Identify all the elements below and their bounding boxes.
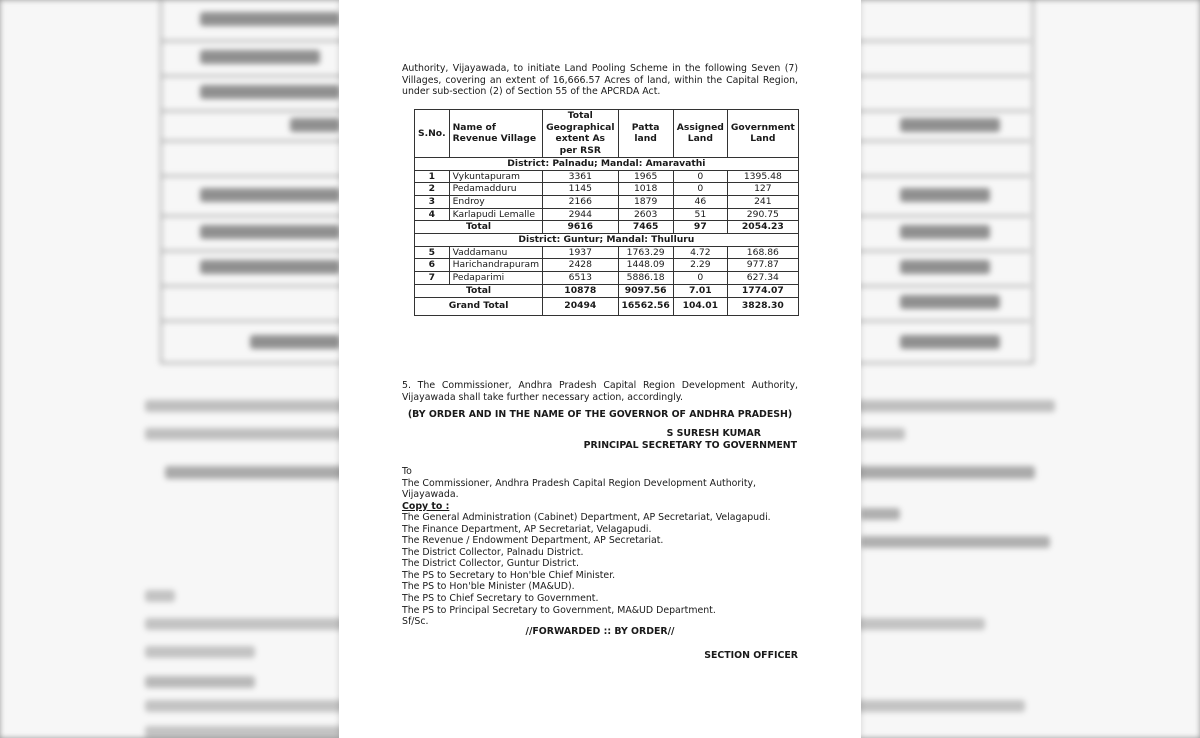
cell-total: 1937 <box>543 246 618 259</box>
cell-assigned: 51 <box>673 208 727 221</box>
table-row <box>415 208 799 221</box>
copy-to-item: Sf/Sc. <box>402 616 429 628</box>
to-line: Vijayawada. <box>402 489 459 501</box>
cell-govt: 127 <box>727 183 798 196</box>
cell-village: Karlapudi Lemalle <box>449 208 542 221</box>
cell-total: 2944 <box>543 208 618 221</box>
cell-patta: 16562.56 <box>618 297 673 315</box>
header-village: Name of Revenue Village <box>449 110 542 158</box>
copy-to-item: The Revenue / Endowment Department, AP Secretariat. <box>402 535 664 547</box>
grand-total-row <box>415 297 799 315</box>
cell-patta: 5886.18 <box>618 272 673 285</box>
district-heading: District: Palnadu; Mandal: Amaravathi <box>415 157 799 170</box>
cell-total-label: Total <box>415 221 543 234</box>
cell-govt: 1774.07 <box>727 284 798 297</box>
table-row <box>415 246 799 259</box>
cell-patta: 1879 <box>618 195 673 208</box>
cell-assigned: 4.72 <box>673 246 727 259</box>
table-row <box>415 195 799 208</box>
cell-govt: 168.86 <box>727 246 798 259</box>
cell-assigned: 0 <box>673 183 727 196</box>
to-label: To <box>402 466 412 477</box>
forwarded-line: //FORWARDED :: BY ORDER// <box>525 626 675 637</box>
cell-assigned: 0 <box>673 272 727 285</box>
cell-village: Vaddamanu <box>449 246 542 259</box>
header-sno: S.No. <box>415 110 450 158</box>
cell-sno: 4 <box>415 208 450 221</box>
cell-patta: 1018 <box>618 183 673 196</box>
cell-assigned: 104.01 <box>673 297 727 315</box>
copy-to-item: The PS to Chief Secretary to Government. <box>402 593 599 605</box>
header-assigned: Assigned Land <box>673 110 727 158</box>
cell-patta: 1448.09 <box>618 259 673 272</box>
section-officer: SECTION OFFICER <box>704 650 798 661</box>
cell-govt: 1395.48 <box>727 170 798 183</box>
cell-sno: 2 <box>415 183 450 196</box>
table-row <box>415 170 799 183</box>
to-line: The Commissioner, Andhra Pradesh Capital Region Development Authority, <box>402 477 757 489</box>
copy-to-item: The PS to Principal Secretary to Government, MA&UD Department. <box>402 604 716 616</box>
cell-patta: 9097.56 <box>618 284 673 297</box>
cell-patta: 7465 <box>618 221 673 234</box>
signatory-block <box>402 428 797 451</box>
cell-patta: 1965 <box>618 170 673 183</box>
cell-sno: 5 <box>415 246 450 259</box>
header-patta: Patta land <box>618 110 673 158</box>
cell-total: 3361 <box>543 170 618 183</box>
cell-assigned: 7.01 <box>673 284 727 297</box>
cell-assigned: 46 <box>673 195 727 208</box>
header-total-extent: Total Geographical extent As per RSR <box>543 110 618 158</box>
copy-to-item: The District Collector, Palnadu District. <box>402 546 584 558</box>
document-page <box>339 0 861 738</box>
table-row <box>415 183 799 196</box>
header-government: Government Land <box>727 110 798 158</box>
cell-sno: 1 <box>415 170 450 183</box>
cell-govt: 627.34 <box>727 272 798 285</box>
cell-total: 10878 <box>543 284 618 297</box>
land-pooling-table <box>414 109 799 316</box>
subtotal-row <box>415 221 799 234</box>
cell-sno: 6 <box>415 259 450 272</box>
cell-total: 20494 <box>543 297 618 315</box>
cell-patta: 1763.29 <box>618 246 673 259</box>
cell-patta: 2603 <box>618 208 673 221</box>
cell-total: 2428 <box>543 259 618 272</box>
table-row <box>415 259 799 272</box>
copy-to-item: The PS to Secretary to Hon'ble Chief Minister. <box>402 569 616 581</box>
subtotal-row <box>415 284 799 297</box>
cell-assigned: 97 <box>673 221 727 234</box>
cell-total: 2166 <box>543 195 618 208</box>
copy-to-label: Copy to : <box>402 500 450 512</box>
cell-village: Endroy <box>449 195 542 208</box>
cell-govt: 241 <box>727 195 798 208</box>
cell-govt: 3828.30 <box>727 297 798 315</box>
cell-village: Pedaparimi <box>449 272 542 285</box>
table-header-row <box>415 110 799 158</box>
cell-total: 1145 <box>543 183 618 196</box>
signatory-title: PRINCIPAL SECRETARY TO GOVERNMENT <box>583 439 797 451</box>
cell-total: 9616 <box>543 221 618 234</box>
cell-sno: 3 <box>415 195 450 208</box>
cell-assigned: 0 <box>673 170 727 183</box>
signatory-name: S SURESH KUMAR <box>666 428 761 439</box>
copy-to-item: The PS to Hon'ble Minister (MA&UD). <box>402 581 575 593</box>
table-row <box>415 272 799 285</box>
cell-sno: 7 <box>415 272 450 285</box>
copy-to-item: The General Administration (Cabinet) Department, AP Secretariat, Velagapudi. <box>402 512 771 524</box>
intro-paragraph: Authority, Vijayawada, to initiate Land Pooling Scheme in the following Seven (7) Villages, covering an extent of 16,666.57 Acres of land, within the Capital Region, under sub-section (2) of Section 55 of the APCRDA Act. <box>402 63 798 98</box>
cell-grand-total-label: Grand Total <box>415 297 543 315</box>
district-heading-row <box>415 234 799 247</box>
cell-village: Vykuntapuram <box>449 170 542 183</box>
cell-govt: 290.75 <box>727 208 798 221</box>
cell-total: 6513 <box>543 272 618 285</box>
cell-village: Harichandrapuram <box>449 259 542 272</box>
cell-govt: 2054.23 <box>727 221 798 234</box>
cell-govt: 977.87 <box>727 259 798 272</box>
cell-assigned: 2.29 <box>673 259 727 272</box>
district-heading: District: Guntur; Mandal: Thulluru <box>415 234 799 247</box>
address-block <box>402 466 802 628</box>
order-line: (BY ORDER AND IN THE NAME OF THE GOVERNOR OF ANDHRA PRADESH) <box>407 409 793 420</box>
copy-to-item: The Finance Department, AP Secretariat, Velagapudi. <box>402 523 652 535</box>
paragraph-5: 5. The Commissioner, Andhra Pradesh Capital Region Development Authority, Vijayawada shall take further necessary action, accordingly. <box>402 380 798 403</box>
cell-village: Pedamadduru <box>449 183 542 196</box>
copy-to-item: The District Collector, Guntur District. <box>402 558 579 570</box>
cell-total-label: Total <box>415 284 543 297</box>
district-heading-row <box>415 157 799 170</box>
